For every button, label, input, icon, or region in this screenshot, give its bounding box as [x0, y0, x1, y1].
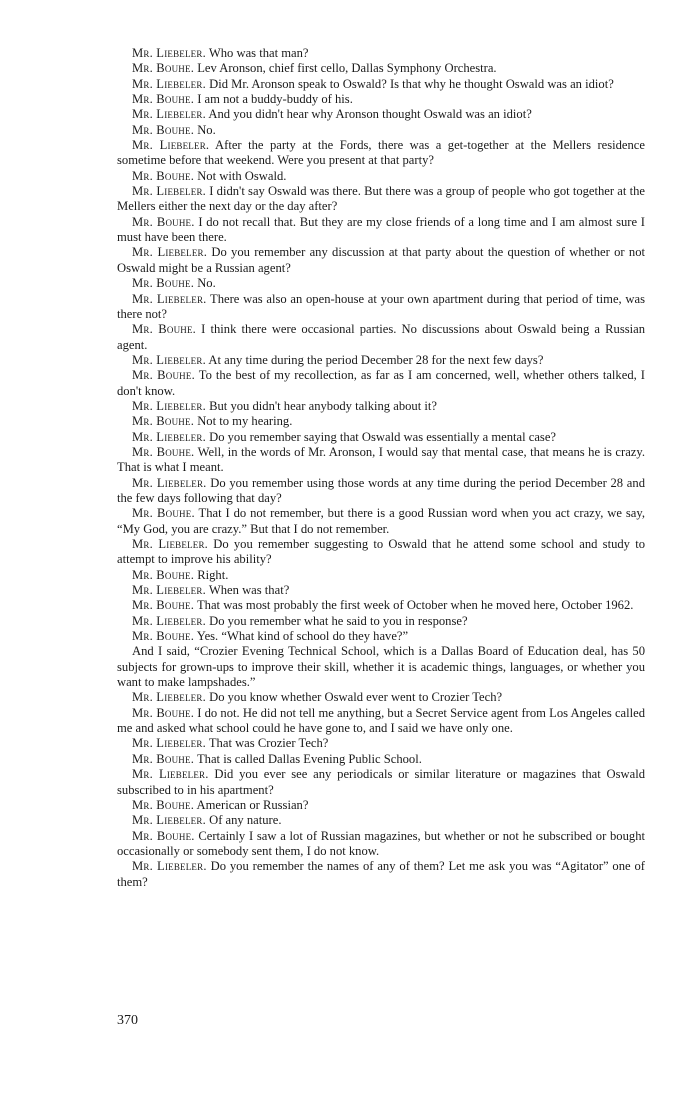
- transcript-paragraph: [117, 614, 645, 629]
- transcript-paragraph: [117, 644, 645, 690]
- transcript-paragraph: [117, 368, 645, 399]
- speaker-name: Mr. Bouhe.: [132, 368, 195, 383]
- speaker-name: Mr. Liebeler.: [132, 690, 206, 705]
- speaker-name: Mr. Bouhe.: [132, 506, 195, 521]
- speaker-name: Mr. Bouhe.: [132, 322, 197, 337]
- speech-text: Of any nature.: [209, 813, 282, 828]
- speaker-name: Mr. Liebeler.: [132, 352, 206, 367]
- speaker-name: Mr. Bouhe.: [132, 92, 195, 107]
- speaker-name: Mr. Liebeler.: [132, 76, 206, 91]
- speech-text: Not with Oswald.: [197, 168, 287, 183]
- speaker-name: Mr. Bouhe.: [132, 214, 195, 229]
- transcript-paragraph: [117, 583, 645, 598]
- speech-text: That is called Dallas Evening Public School.: [196, 751, 422, 766]
- transcript-paragraph: [117, 414, 645, 429]
- transcript-paragraph: [117, 322, 645, 353]
- speech-text: I am not a buddy-buddy of his.: [197, 92, 353, 107]
- speaker-name: Mr. Liebeler.: [132, 46, 206, 60]
- speech-text: Right.: [197, 567, 229, 582]
- transcript-paragraph: [117, 92, 645, 107]
- speaker-name: Mr. Liebeler.: [132, 613, 206, 628]
- transcript-paragraph: [117, 430, 645, 445]
- speech-text: I do not. He did not tell me anything, but a Secret Service agent from Los Angeles called me and asked what school could he have gone to, and I said we have only one.: [117, 705, 646, 736]
- speaker-name: Mr. Bouhe.: [132, 168, 195, 183]
- speech-text: Do you remember what he said to you in response?: [209, 613, 468, 628]
- speech-text: Do you remember using those words at any time during the period December 28 and the few days following that day?: [117, 475, 645, 505]
- transcript-paragraph: [117, 46, 645, 61]
- transcript-paragraph: [117, 184, 645, 215]
- speaker-name: Mr. Liebeler.: [132, 138, 210, 153]
- speaker-name: Mr. Bouhe.: [132, 629, 195, 644]
- transcript-paragraph: [117, 399, 645, 414]
- speaker-name: Mr. Liebeler.: [132, 291, 207, 306]
- transcript-paragraph: [117, 445, 645, 476]
- transcript-paragraph: [117, 276, 645, 291]
- transcript-paragraph: [117, 598, 645, 613]
- speaker-name: Mr. Liebeler.: [132, 583, 206, 598]
- speech-text: Did you ever see any periodicals or similar literature or magazines that Oswald subscribed to in his apartment?: [117, 767, 645, 797]
- speaker-name: Mr. Bouhe.: [132, 797, 195, 812]
- transcript-paragraph: [117, 859, 645, 890]
- transcript-paragraph: [117, 706, 645, 737]
- speaker-name: Mr. Bouhe.: [132, 828, 195, 843]
- transcript-paragraph: [117, 215, 645, 246]
- transcript-paragraph: [117, 61, 645, 76]
- transcript-paragraph: [117, 476, 645, 507]
- transcript-paragraph: [117, 752, 645, 767]
- transcript-paragraph: [117, 169, 645, 184]
- transcript-paragraph: [117, 568, 645, 583]
- speaker-name: Mr. Bouhe.: [132, 705, 195, 720]
- speech-text: That I do not remember, but there is a good Russian word when you act crazy, we say, “My God, you are crazy.” But that I do not remember.: [117, 506, 646, 536]
- speaker-name: Mr. Bouhe.: [132, 598, 195, 613]
- transcript-paragraph: [117, 353, 645, 368]
- transcript-paragraph: [117, 245, 645, 276]
- page-number: 370: [117, 1013, 138, 1028]
- speaker-name: Mr. Liebeler.: [132, 475, 207, 490]
- speaker-name: Mr. Bouhe.: [132, 567, 195, 582]
- transcript-paragraph: [117, 798, 645, 813]
- speech-text: No.: [197, 276, 216, 291]
- transcript-paragraph: [117, 767, 645, 798]
- transcript-paragraph: [117, 292, 645, 323]
- speaker-name: Mr. Liebeler.: [132, 107, 206, 122]
- speech-text: Do you remember saying that Oswald was essentially a mental case?: [209, 429, 557, 444]
- speech-text: That was most probably the first week of October when he moved here, October 1962.: [196, 598, 634, 613]
- speaker-name: Mr. Liebeler.: [132, 398, 206, 413]
- speech-text: Did Mr. Aronson speak to Oswald? Is that why he thought Oswald was an idiot?: [209, 76, 614, 91]
- speaker-name: Mr. Bouhe.: [132, 444, 195, 459]
- speaker-name: Mr. Liebeler.: [132, 736, 206, 751]
- transcript-paragraph: [117, 506, 645, 537]
- transcript-body: [117, 46, 645, 890]
- speech-text: That was Crozier Tech?: [208, 736, 329, 751]
- speech-text: There was also an open-house at your own apartment during that period of time, was there not?: [117, 291, 646, 321]
- transcript-paragraph: [117, 629, 645, 644]
- speech-text: Do you know whether Oswald ever went to Crozier Tech?: [209, 690, 503, 705]
- speech-text: To the best of my recollection, as far as I am concerned, well, whether others talked, I don't know.: [117, 368, 645, 398]
- speaker-name: Mr. Liebeler.: [132, 429, 206, 444]
- speaker-name: Mr. Bouhe.: [132, 751, 195, 766]
- speech-text: Do you remember the names of any of them? Let me ask you was “Agitator” one of them?: [117, 859, 646, 889]
- speech-text: No.: [197, 122, 216, 137]
- speaker-name: Mr. Liebeler.: [132, 245, 208, 260]
- speech-text: At any time during the period December 28 for the next few days?: [208, 352, 544, 367]
- transcript-paragraph: [117, 138, 645, 169]
- speaker-name: Mr. Bouhe.: [132, 122, 195, 137]
- transcript-paragraph: [117, 77, 645, 92]
- transcript-paragraph: [117, 107, 645, 122]
- speaker-name: Mr. Bouhe.: [132, 414, 195, 429]
- speech-text: American or Russian?: [196, 797, 309, 812]
- speech-text: Do you remember suggesting to Oswald that he attend some school and study to attempt to improve his ability?: [117, 537, 645, 567]
- speaker-name: Mr. Liebeler.: [132, 537, 209, 551]
- speech-text: When was that?: [208, 583, 290, 598]
- speech-text: But you didn't hear anybody talking about it?: [209, 398, 437, 413]
- transcript-paragraph: [117, 736, 645, 751]
- speech-text: And you didn't hear why Aronson thought Oswald was an idiot?: [208, 107, 532, 122]
- speech-text: Not to my hearing.: [197, 414, 293, 429]
- speaker-name: Mr. Liebeler.: [132, 184, 207, 199]
- speech-text: Do you remember any discussion at that party about the question of whether or not Oswald might be a Russian agent?: [117, 245, 645, 275]
- transcript-paragraph: [117, 813, 645, 828]
- speaker-name: Mr. Liebeler.: [132, 859, 207, 874]
- speech-text: Yes. “What kind of school do they have?”: [196, 629, 409, 644]
- speech-text: Who was that man?: [208, 46, 309, 60]
- transcript-paragraph: [117, 829, 645, 860]
- transcript-paragraph: [117, 690, 645, 705]
- speech-text: Certainly I saw a lot of Russian magazines, but whether or not he subscribed or bought occasionally or somebody sent them, I do not know.: [117, 828, 645, 858]
- speech-text: After the party at the Fords, there was a get-together at the Mellers residence sometime before that weekend. Were you present at that party?: [117, 138, 645, 168]
- speaker-name: Mr. Bouhe.: [132, 276, 195, 291]
- speaker-name: Mr. Liebeler.: [132, 767, 209, 782]
- speech-text: And I said, “Crozier Evening Technical School, which is a Dallas Board of Education deal, has 50 subjects for grown-ups to improve their skill, whether it is academic things, languages, or whether you want to make lampshades.”: [117, 644, 645, 690]
- transcript-paragraph: [117, 537, 645, 568]
- speaker-name: Mr. Liebeler.: [132, 813, 206, 828]
- speech-text: Well, in the words of Mr. Aronson, I would say that mental case, that means he is crazy. That is what I meant.: [117, 444, 646, 475]
- speech-text: I didn't say Oswald was there. But there was a group of people who got together at the Mellers either the next day or the day after?: [117, 184, 646, 214]
- transcript-paragraph: [117, 123, 645, 138]
- speech-text: I think there were occasional parties. No discussions about Oswald being a Russian agent.: [117, 322, 646, 352]
- speech-text: I do not recall that. But they are my close friends of a long time and I am almost sure I must have been there.: [117, 214, 645, 245]
- speaker-name: Mr. Bouhe.: [132, 61, 195, 76]
- speech-text: Lev Aronson, chief first cello, Dallas Symphony Orchestra.: [197, 61, 497, 76]
